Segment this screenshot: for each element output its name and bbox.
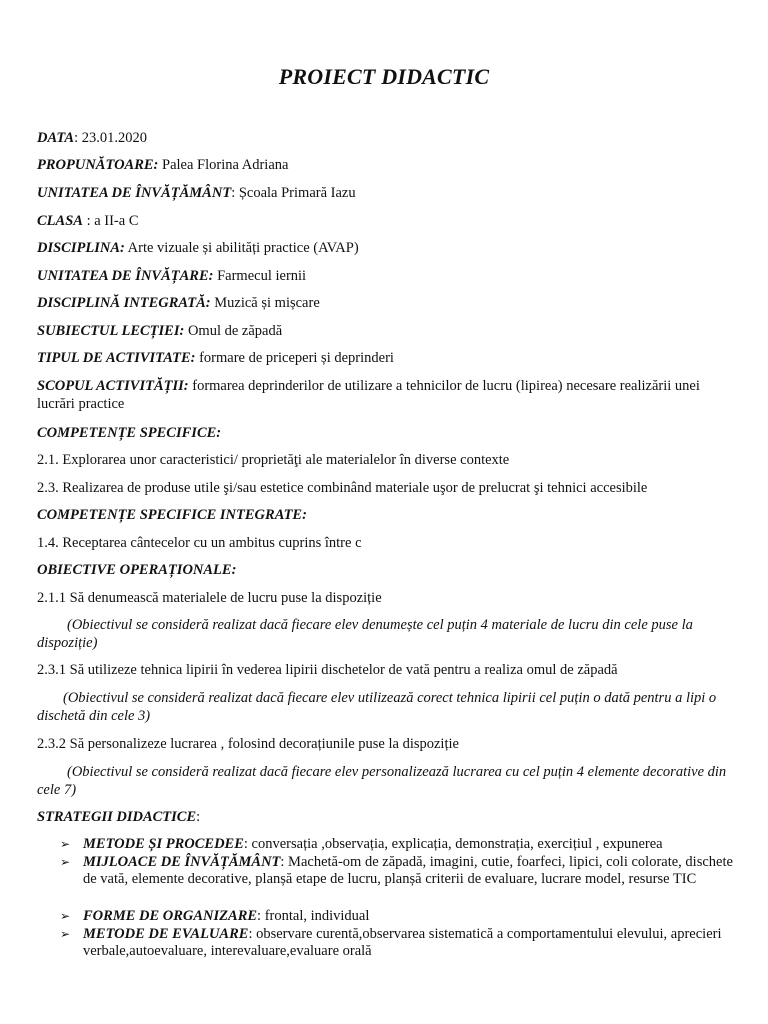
arrow-bullet-icon: ➢: [60, 837, 71, 851]
field-label: CLASA: [37, 213, 83, 229]
arrow-bullet-icon: ➢: [60, 909, 71, 923]
field-subiectul: [37, 322, 738, 340]
strategie-item: [60, 854, 740, 888]
strategie-item: [60, 908, 740, 925]
strategie-label: MIJLOACE DE ÎNVĂȚĂMÂNT: [83, 854, 281, 870]
arrow-bullet-icon: ➢: [60, 855, 71, 869]
obiectiv-item: 2.3.2 Să personalizeze lucrarea , folosind decorațiunile puse la dispoziție: [37, 736, 459, 752]
obiectiv-note: (Obiectivul se consideră realizat dacă fiecare elev utilizează corect tehnica lipirii cel puțin o dată pentru a lipi o dischetă din cele 3): [37, 690, 717, 724]
strategie-item: [60, 926, 740, 960]
competenta-integrata-item: 1.4. Receptarea cântecelor cu un ambitus cuprins între c: [37, 535, 362, 551]
strategii-heading-colon: :: [196, 809, 201, 825]
strategie-value: : frontal, individual: [257, 908, 370, 924]
strategie-label: FORME DE ORGANIZARE: [83, 908, 258, 924]
field-value: Muzică și mișcare: [210, 295, 320, 311]
field-scopul: [37, 377, 738, 413]
strategie-value: : conversația ,observația, explicația, demonstrația, exercițiul , expunerea: [243, 836, 663, 852]
strategie-value: : Machetă-om de zăpadă, imagini, cutie, foarfeci, lipici, coli colorate, dischete de vată, elemente decorative, planșă etape de lucru, planșă criterii de evaluare, lucrare model, resurse TIC: [83, 854, 733, 887]
document-title: PROIECT DIDACTIC: [278, 64, 490, 89]
field-label: UNITATEA DE ÎNVĂȚĂMÂNT: [37, 185, 232, 201]
field-clasa: [37, 212, 738, 230]
field-value: formare de priceperi și deprinderi: [195, 350, 394, 366]
obiectiv-note: (Obiectivul se consideră realizat dacă fiecare elev denumește cel puțin 4 materiale de lucru din cele puse la dispoziție): [37, 617, 693, 651]
obiectiv-item: 2.1.1 Să denumească materialele de lucru puse la dispoziție: [37, 590, 382, 606]
field-value: : 23.01.2020: [74, 130, 147, 146]
obiectiv-item: 2.3.1 Să utilizeze tehnica lipirii în vederea lipirii dischetelor de vată pentru a realiza omul de zăpadă: [37, 662, 618, 678]
strategie-value: : observare curentă,observarea sistematică a comportamentului elevului, aprecieri verbale,autoevaluare, interevaluare,evaluare orală: [83, 926, 722, 959]
field-data: [37, 129, 738, 147]
field-tipul: [37, 349, 738, 367]
field-label: DISCIPLINĂ INTEGRATĂ:: [37, 295, 211, 311]
strategie-label: METODE ȘI PROCEDEE: [83, 836, 244, 852]
field-propunatoare: [37, 156, 738, 174]
obiectiv-note: (Obiectivul se consideră realizat dacă fiecare elev personalizează lucrarea cu cel puțin 4 elemente decorative din cele 7): [37, 764, 727, 798]
field-value: Arte vizuale și abilități practice (AVAP): [124, 240, 359, 256]
obiective-heading: OBIECTIVE OPERAȚIONALE:: [37, 562, 237, 578]
competenta-item: 2.3. Realizarea de produse utile şi/sau estetice combinând materiale uşor de prelucrat şi tehnici accesibile: [37, 480, 648, 496]
field-label: UNITATEA DE ÎNVĂȚARE:: [37, 268, 214, 284]
competente-integrate-heading: COMPETENȚE SPECIFICE INTEGRATE:: [37, 507, 307, 523]
field-value: Farmecul iernii: [213, 268, 307, 284]
field-label: TIPUL DE ACTIVITATE:: [37, 350, 196, 366]
field-disciplina-integrata: [37, 294, 738, 312]
competente-heading: COMPETENȚE SPECIFICE:: [37, 425, 222, 441]
competenta-item: 2.1. Explorarea unor caracteristici/ proprietăţi ale materialelor în diverse contexte: [37, 452, 510, 468]
field-label: DATA: [37, 130, 75, 146]
field-value: Omul de zăpadă: [184, 323, 283, 339]
strategie-label: METODE DE EVALUARE: [83, 926, 249, 942]
field-value: formarea deprinderilor de utilizare a tehnicilor de lucru (lipirea) necesare realizării unei lucrări practice: [37, 378, 700, 412]
strategii-heading: [37, 808, 738, 826]
field-label: SUBIECTUL LECȚIEI:: [37, 323, 185, 339]
field-value: : a II-a C: [82, 213, 139, 229]
strategii-heading-label: STRATEGII DIDACTICE: [37, 809, 197, 825]
field-unitatea-invatamant: [37, 184, 738, 202]
strategie-item: [60, 836, 740, 853]
field-label: PROPUNĂTOARE:: [37, 157, 159, 173]
field-label: SCOPUL ACTIVITĂȚII:: [37, 378, 189, 394]
arrow-bullet-icon: ➢: [60, 927, 71, 941]
field-value: : Școala Primară Iazu: [231, 185, 356, 201]
field-unitatea-invatare: [37, 267, 738, 285]
field-value: Palea Florina Adriana: [158, 157, 289, 173]
field-disciplina: [37, 239, 738, 257]
field-label: DISCIPLINA:: [37, 240, 125, 256]
